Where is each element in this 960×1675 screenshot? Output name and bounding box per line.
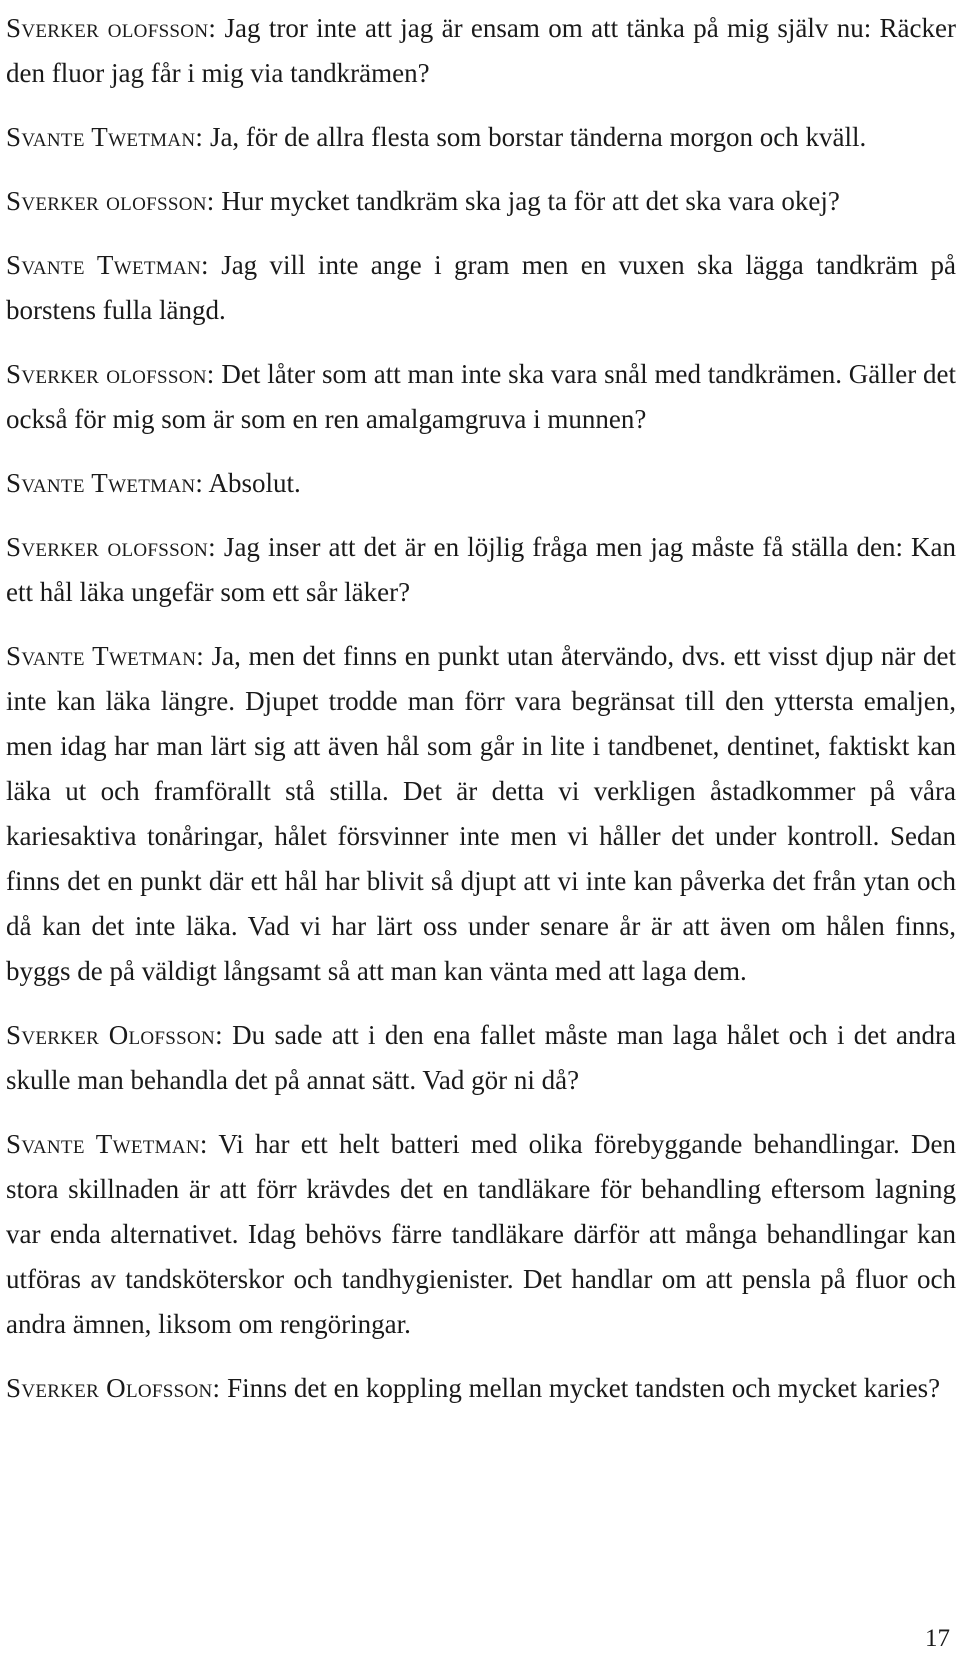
utterance-text: Ja, men det finns en punkt utan återvändo, dvs. ett visst djup när det inte kan läka längre. Djupet trodde man förr vara begränsat till den yttersta emaljen, men idag har man lärt sig att även hål som går in lite i tandbenet, dentinet, faktiskt kan läka ut och framförallt stå stilla. Det är detta vi verkligen åstadkommer på våra kariesaktiva tonåringar, hålet försvinner inte men vi håller det under kontroll. Sedan finns det en punkt där ett hål har blivit så djupt att vi inte kan påverka det från ytan och då kan det inte läka. Vad vi har lärt oss under senare år är att även om hålen finns, byggs de på väldigt långsamt så att man kan vänta med att laga dem. — [6, 641, 956, 986]
paragraph-1 — [6, 6, 956, 96]
utterance-text: Jag tror inte att jag är ensam om att tänka på mig själv nu: Räcker den fluor jag får i mig via tandkrämen? — [6, 13, 957, 88]
paragraph-11 — [6, 1366, 956, 1411]
speaker-name: Sverker olofsson: — [6, 186, 215, 216]
speaker-name: Svante Twetman: — [6, 468, 204, 498]
paragraph-7 — [6, 525, 956, 615]
speaker-name: Sverker Olofsson: — [6, 1020, 223, 1050]
utterance-text: Hur mycket tandkräm ska jag ta för att det ska vara okej? — [214, 186, 840, 216]
utterance-text: Ja, för de allra flesta som borstar tänderna morgon och kväll. — [203, 122, 867, 152]
speaker-name: Sverker olofsson: — [6, 532, 216, 562]
utterance-text: Jag inser att det är en löjlig fråga men jag måste få ställa den: Kan ett hål läka ungefär som ett sår läker? — [6, 532, 957, 607]
speaker-name: Sverker olofsson: — [6, 13, 217, 43]
utterance-text: Det låter som att man inte ska vara snål med tandkrämen. Gäller det också för mig som är som en ren amalgamgruva i munnen? — [6, 359, 956, 434]
paragraph-2 — [6, 115, 956, 160]
paragraph-9 — [6, 1013, 956, 1103]
speaker-name: Svante Twetman: — [6, 122, 204, 152]
paragraph-6 — [6, 461, 956, 506]
interview-text — [6, 6, 956, 1430]
page-number: 17 — [925, 1625, 950, 1652]
speaker-name: Sverker olofsson: — [6, 359, 215, 389]
paragraph-8 — [6, 634, 956, 994]
paragraph-3 — [6, 179, 956, 224]
paragraph-5 — [6, 352, 956, 442]
utterance-text: Jag vill inte ange i gram men en vuxen ska lägga tandkräm på borstens fulla längd. — [6, 250, 956, 325]
utterance-text: Vi har ett helt batteri med olika förebyggande behandlingar. Den stora skillnaden är att förr krävdes det en tandläkare för behandling eftersom lagning var enda alternativet. Idag behövs färre tandläkare därför att många behandlingar kan utföras av tandsköterskor och tandhygienister. Det handlar om att pensla på fluor och andra ämnen, liksom om rengöringar. — [6, 1129, 956, 1339]
utterance-text: Absolut. — [203, 468, 301, 498]
paragraph-4 — [6, 243, 956, 333]
speaker-name: Svante Twetman: — [6, 641, 205, 671]
speaker-name: Sverker Olofsson: — [6, 1373, 221, 1403]
speaker-name: Svante Twetman: — [6, 250, 209, 280]
speaker-name: Svante Twetman: — [6, 1129, 208, 1159]
utterance-text: Finns det en koppling mellan mycket tandsten och mycket karies? — [220, 1373, 941, 1403]
paragraph-10 — [6, 1122, 956, 1347]
utterance-text: Du sade att i den ena fallet måste man laga hålet och i det andra skulle man behandla det på annat sätt. Vad gör ni då? — [6, 1020, 956, 1095]
